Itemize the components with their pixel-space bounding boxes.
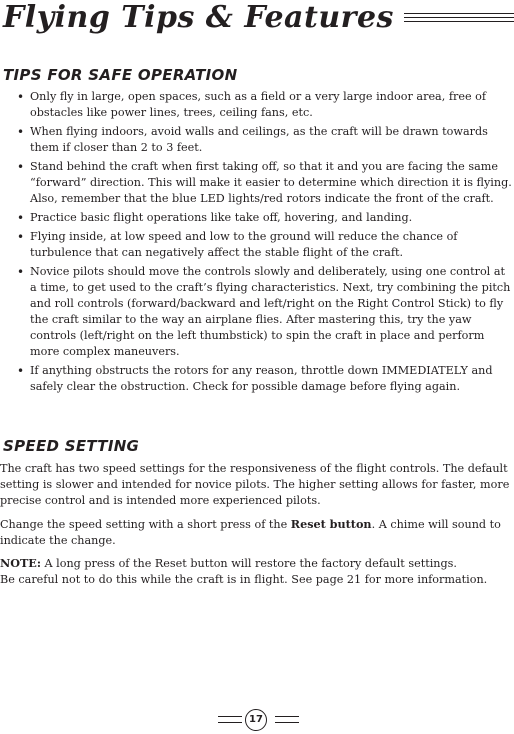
tip-item bbox=[0, 159, 514, 207]
tip-text: Only fly in large, open spaces, such as a field or a very large indoor area, free of obstacles like power lines, trees, ceiling fans, etc. bbox=[30, 90, 487, 119]
reset-button-reference: Reset button bbox=[290, 517, 372, 531]
bullet-icon: • bbox=[17, 265, 25, 279]
safe-operation-tips-list bbox=[0, 89, 514, 398]
tip-item bbox=[0, 210, 514, 226]
speed-setting-intro: The craft has two speed settings for the responsiveness of the flight controls. The default setting is slower and intended for novice pilots. The higher setting allows for faster, more precise control and is intended more experienced pilots. bbox=[0, 462, 510, 507]
tip-text: Novice pilots should move the controls slowly and deliberately, using one control at a time, to get used to the craft’s flying characteristics. Next, try combining the pitch and roll controls (forward/backward and left/right on the Right Control Stick) to fly the craft similar to the way an airplane flies. After mastering this, try the yaw controls (left/right on the left thumbstick) to spin the craft in place and perform more complex maneuvers. bbox=[30, 265, 511, 358]
bullet-icon: • bbox=[17, 160, 25, 174]
bullet-icon: • bbox=[17, 230, 25, 244]
tip-item bbox=[0, 229, 514, 261]
page-footer bbox=[212, 709, 302, 733]
page-number: 17 bbox=[245, 709, 267, 731]
note-label: NOTE: bbox=[0, 556, 41, 570]
note-line-one: A long press of the Reset button will restore the factory default settings. bbox=[40, 557, 457, 570]
tip-text: Stand behind the craft when first taking off, so that it and you are facing the same “forward” direction. This will make it easier to determine which direction it is flying. Also, remember that the blue LED lights/red rotors indicate the front of the craft. bbox=[30, 160, 512, 205]
tip-text: When flying indoors, avoid walls and ceilings, as the craft will be drawn towards them if closer than 2 to 3 feet. bbox=[30, 125, 488, 154]
tip-item bbox=[0, 363, 514, 395]
speed-change-suffix: . A chime will sound to indicate the change. bbox=[0, 518, 501, 547]
bullet-icon: • bbox=[17, 90, 25, 104]
note-line-two: Be careful not to do this while the craft is in flight. See page 21 for more information. bbox=[0, 573, 488, 586]
bullet-icon: • bbox=[17, 125, 25, 139]
bullet-icon: • bbox=[17, 211, 25, 225]
speed-change-prefix: Change the speed setting with a short press of the bbox=[0, 518, 291, 531]
tip-text: Practice basic flight operations like take off, hovering, and landing. bbox=[30, 211, 413, 224]
tip-text: Flying inside, at low speed and low to the ground will reduce the chance of turbulence that can negatively affect the stable flight of the craft. bbox=[30, 230, 458, 259]
tip-text: If anything obstructs the rotors for any reason, throttle down IMMEDIATELY and safely clear the obstruction. Check for possible damage before flying again. bbox=[30, 364, 493, 393]
tip-item bbox=[0, 124, 514, 156]
footer-decorative-rule-right bbox=[275, 716, 299, 723]
tip-item bbox=[0, 89, 514, 121]
reset-note bbox=[0, 555, 512, 588]
page-title: Flying Tips & Features bbox=[3, 0, 394, 35]
title-row bbox=[3, 1, 513, 37]
tip-item bbox=[0, 264, 514, 360]
title-decorative-rule bbox=[404, 13, 514, 22]
speed-change-instruction bbox=[0, 516, 512, 549]
safe-operation-heading: TIPS FOR SAFE OPERATION bbox=[3, 66, 238, 84]
footer-decorative-rule-left bbox=[218, 716, 242, 723]
speed-setting-heading: SPEED SETTING bbox=[3, 437, 140, 455]
bullet-icon: • bbox=[17, 364, 25, 378]
